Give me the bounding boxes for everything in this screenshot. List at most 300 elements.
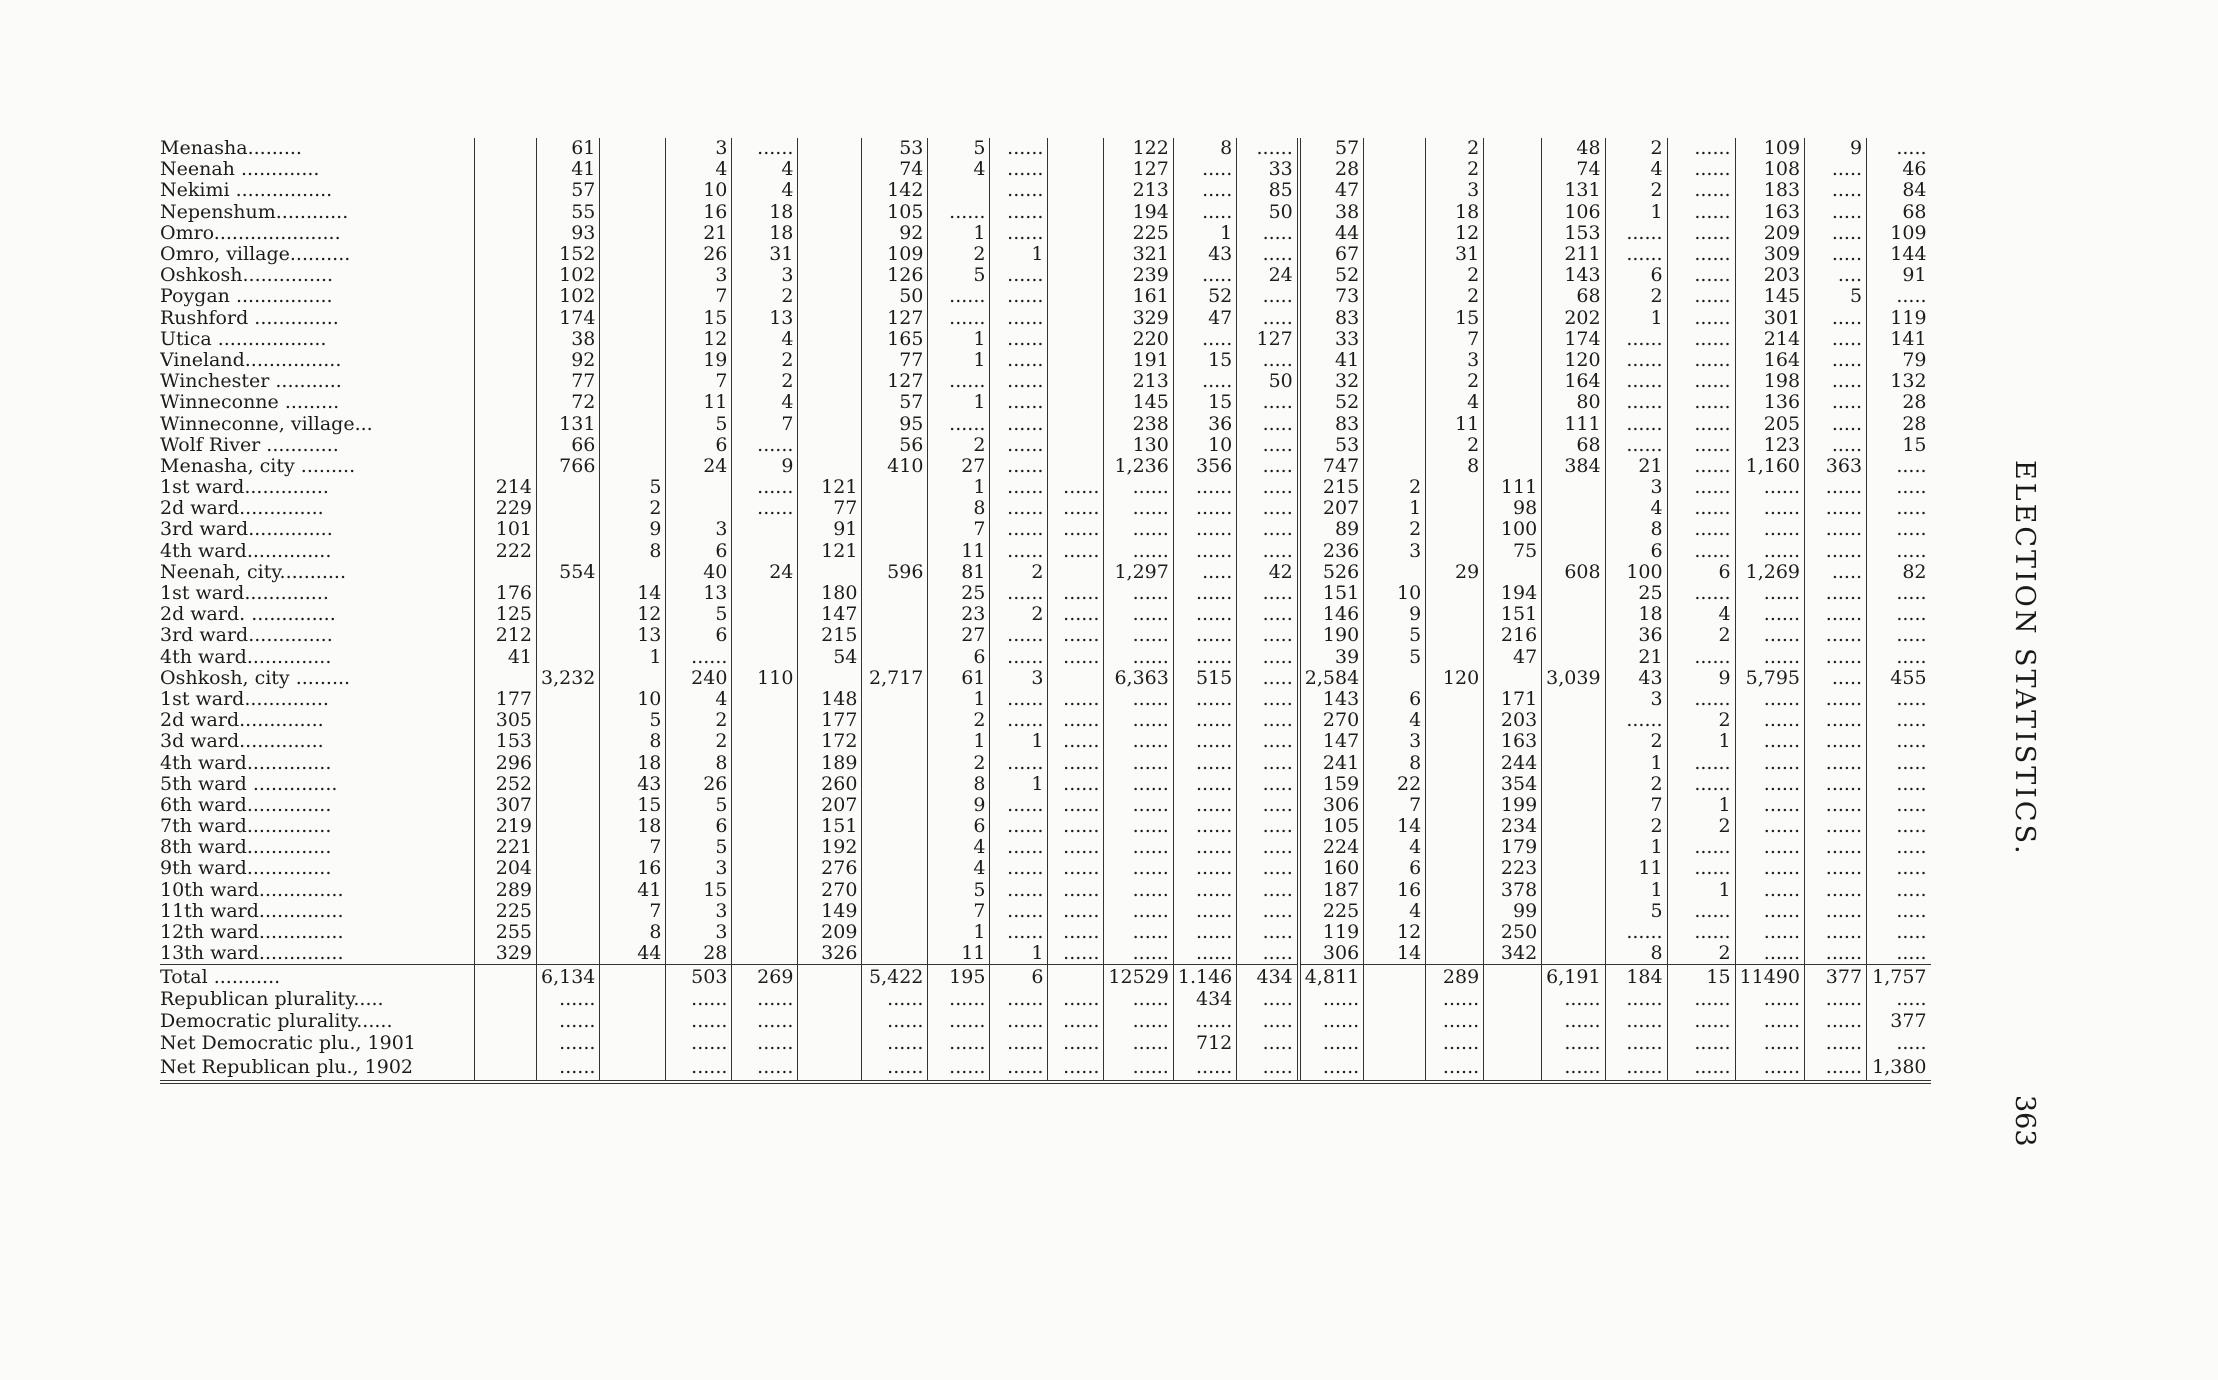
table-cell: ...... <box>666 989 732 1010</box>
row-label: Omro, village.......... <box>160 243 351 266</box>
table-cell <box>1484 265 1542 286</box>
table-cell: 329 <box>1104 308 1173 329</box>
table-cell: 378 <box>1484 880 1542 901</box>
table-cell: 5 <box>666 795 732 816</box>
table-cell: ..... <box>1805 413 1867 434</box>
table-cell: 1 <box>990 244 1048 265</box>
table-cell: ...... <box>1735 837 1804 858</box>
table-cell: ...... <box>537 1032 600 1056</box>
table-cell: ...... <box>732 477 798 498</box>
table-cell: ...... <box>1667 202 1735 223</box>
table-cell: ..... <box>1867 752 1931 773</box>
table-cell: ..... <box>1237 795 1299 816</box>
table-cell: 301 <box>1735 308 1804 329</box>
table-cell: 151 <box>798 816 862 837</box>
table-cell: 712 <box>1173 1032 1236 1056</box>
table-cell: 149 <box>798 901 862 922</box>
table-cell: ...... <box>1805 752 1867 773</box>
table-cell: 2 <box>1426 371 1484 392</box>
table-cell: 356 <box>1173 456 1236 477</box>
table-cell <box>475 159 537 180</box>
table-cell: ...... <box>1104 795 1173 816</box>
table-cell: ..... <box>1805 562 1867 583</box>
table-cell: ..... <box>1173 180 1236 201</box>
table-cell: ...... <box>1605 223 1667 244</box>
table-cell: ...... <box>1735 880 1804 901</box>
table-cell: 9 <box>1364 604 1426 625</box>
table-cell: 9 <box>732 456 798 477</box>
table-cell <box>537 519 600 540</box>
table-cell: ...... <box>990 413 1048 434</box>
table-cell: 44 <box>600 943 666 965</box>
table-row <box>160 477 1931 498</box>
table-cell: 106 <box>1542 202 1605 223</box>
table-cell: 14 <box>600 583 666 604</box>
table-cell <box>475 989 537 1010</box>
table-cell: ...... <box>1173 774 1236 795</box>
table-cell: 3 <box>1426 180 1484 201</box>
table-cell: 203 <box>1484 710 1542 731</box>
table-cell: ...... <box>1805 625 1867 646</box>
table-cell: 2 <box>600 498 666 519</box>
table-cell: ...... <box>1104 498 1173 519</box>
table-cell <box>798 456 862 477</box>
row-label: Net Republican plu., 1902 <box>160 1056 475 1082</box>
table-cell: 54 <box>798 647 862 668</box>
table-cell: ...... <box>1735 1056 1804 1082</box>
table-cell: ...... <box>1605 989 1667 1010</box>
table-cell: 4 <box>928 858 990 879</box>
table-cell: 26 <box>666 774 732 795</box>
table-cell: 73 <box>1299 286 1364 307</box>
table-cell: 1 <box>600 647 666 668</box>
table-cell: ...... <box>1048 647 1104 668</box>
table-cell: ..... <box>1237 752 1299 773</box>
table-cell <box>537 604 600 625</box>
table-cell: ..... <box>1237 816 1299 837</box>
table-cell <box>1048 286 1104 307</box>
table-cell: 179 <box>1484 837 1542 858</box>
table-cell: ..... <box>1237 456 1299 477</box>
table-cell: 68 <box>1542 435 1605 456</box>
table-cell: ..... <box>1805 180 1867 201</box>
table-cell: ...... <box>1667 286 1735 307</box>
row-label: Neenah, city........... <box>160 561 346 583</box>
table-cell <box>1364 668 1426 689</box>
table-row <box>160 456 1931 477</box>
table-cell: 160 <box>1299 858 1364 879</box>
table-cell <box>732 604 798 625</box>
table-cell: 36 <box>1605 625 1667 646</box>
table-cell: ...... <box>1237 138 1299 159</box>
table-cell: ...... <box>1048 943 1104 965</box>
table-cell: 5 <box>1605 901 1667 922</box>
table-cell: ...... <box>1667 837 1735 858</box>
table-cell: 434 <box>1237 965 1299 990</box>
table-cell: 236 <box>1299 541 1364 562</box>
table-row <box>160 647 1931 668</box>
table-cell: ...... <box>1426 1032 1484 1056</box>
table-cell: ..... <box>1237 583 1299 604</box>
table-cell <box>1048 223 1104 244</box>
table-cell: 1 <box>928 731 990 752</box>
table-cell: 83 <box>1299 308 1364 329</box>
table-cell: ...... <box>1735 774 1804 795</box>
table-cell <box>862 541 928 562</box>
table-cell: ...... <box>1173 731 1236 752</box>
table-cell: ...... <box>1667 647 1735 668</box>
table-cell: ...... <box>1735 647 1804 668</box>
table-cell: 7 <box>928 519 990 540</box>
table-cell: 1 <box>1605 752 1667 773</box>
table-cell: ...... <box>1173 625 1236 646</box>
table-cell: 15 <box>600 795 666 816</box>
table-cell: ...... <box>1104 625 1173 646</box>
table-cell: 2 <box>1605 774 1667 795</box>
table-cell: ...... <box>1299 1056 1364 1082</box>
table-cell: ..... <box>1867 456 1931 477</box>
table-cell: 40 <box>666 562 732 583</box>
table-cell: 23 <box>928 604 990 625</box>
table-cell <box>1048 180 1104 201</box>
table-cell: ...... <box>666 647 732 668</box>
table-cell: ...... <box>990 710 1048 731</box>
table-cell: 8 <box>666 752 732 773</box>
table-cell: ..... <box>1867 710 1931 731</box>
table-cell: 7 <box>600 837 666 858</box>
table-cell: 190 <box>1299 625 1364 646</box>
table-cell <box>475 202 537 223</box>
row-label: Oshkosh............... <box>160 265 334 287</box>
row-label: Total ........... <box>160 965 475 990</box>
table-cell: ...... <box>1667 498 1735 519</box>
table-cell: 239 <box>1104 265 1173 286</box>
table-cell <box>1426 498 1484 519</box>
table-cell: 7 <box>1426 329 1484 350</box>
table-cell: 148 <box>798 689 862 710</box>
table-cell: ...... <box>1667 1032 1735 1056</box>
table-cell <box>1484 965 1542 990</box>
table-cell: 7 <box>600 901 666 922</box>
table-cell: ...... <box>990 138 1048 159</box>
table-cell <box>475 350 537 371</box>
table-cell: ...... <box>1048 541 1104 562</box>
table-cell: ...... <box>990 837 1048 858</box>
table-cell: ...... <box>928 413 990 434</box>
table-cell: ...... <box>1805 880 1867 901</box>
table-cell <box>1542 647 1605 668</box>
table-cell <box>1542 795 1605 816</box>
table-cell: ...... <box>1667 308 1735 329</box>
table-cell <box>1426 604 1484 625</box>
table-cell: 1 <box>1605 202 1667 223</box>
table-cell: ...... <box>732 498 798 519</box>
table-cell: 194 <box>1484 583 1542 604</box>
table-cell: 269 <box>732 965 798 990</box>
table-cell: ...... <box>928 989 990 1010</box>
table-cell: ..... <box>1237 604 1299 625</box>
row-label: 6th ward.............. <box>160 794 332 816</box>
table-cell: 6,363 <box>1104 668 1173 689</box>
table-cell: 2 <box>1426 138 1484 159</box>
table-cell: ..... <box>1867 795 1931 816</box>
table-cell: 18 <box>732 223 798 244</box>
table-cell: ...... <box>666 1056 732 1082</box>
table-cell <box>1542 901 1605 922</box>
table-cell: 3 <box>990 668 1048 689</box>
table-cell: 68 <box>1867 202 1931 223</box>
table-cell <box>1426 625 1484 646</box>
table-cell <box>732 689 798 710</box>
table-cell: 204 <box>475 858 537 879</box>
table-cell: ..... <box>1237 498 1299 519</box>
table-cell <box>537 901 600 922</box>
table-cell: ...... <box>928 1011 990 1032</box>
table-cell <box>475 965 537 990</box>
table-cell: ...... <box>1667 138 1735 159</box>
table-cell: 33 <box>1237 159 1299 180</box>
table-cell: 4 <box>1605 498 1667 519</box>
table-cell: ..... <box>1237 901 1299 922</box>
table-cell: 2 <box>1426 159 1484 180</box>
table-cell: ..... <box>1237 647 1299 668</box>
table-cell: 41 <box>537 159 600 180</box>
table-cell <box>732 901 798 922</box>
table-cell: ...... <box>1048 989 1104 1010</box>
table-cell: 11 <box>928 943 990 965</box>
table-cell: 43 <box>600 774 666 795</box>
table-cell: ...... <box>990 541 1048 562</box>
table-cell <box>732 795 798 816</box>
table-cell <box>475 308 537 329</box>
table-cell: ...... <box>1735 731 1804 752</box>
table-cell: 2 <box>1605 816 1667 837</box>
table-cell: 98 <box>1484 498 1542 519</box>
table-cell: ...... <box>1667 752 1735 773</box>
table-cell <box>862 901 928 922</box>
table-cell: ...... <box>1735 1011 1804 1032</box>
table-cell: 27 <box>928 625 990 646</box>
table-cell <box>1364 202 1426 223</box>
table-row <box>160 625 1931 646</box>
table-cell: ..... <box>1867 625 1931 646</box>
table-cell <box>862 795 928 816</box>
table-cell: 3 <box>1605 689 1667 710</box>
table-cell: 195 <box>928 965 990 990</box>
table-cell: 42 <box>1237 562 1299 583</box>
table-cell: ...... <box>1173 689 1236 710</box>
table-cell: 6 <box>666 816 732 837</box>
table-cell <box>798 965 862 990</box>
table-cell: ...... <box>1667 477 1735 498</box>
table-cell <box>732 519 798 540</box>
table-row <box>160 541 1931 562</box>
table-cell: ...... <box>1104 689 1173 710</box>
table-cell: 91 <box>798 519 862 540</box>
table-cell: 127 <box>1237 329 1299 350</box>
table-cell: ..... <box>1805 371 1867 392</box>
table-cell <box>600 392 666 413</box>
table-cell: ...... <box>1104 774 1173 795</box>
table-cell: 13 <box>600 625 666 646</box>
table-cell <box>798 1011 862 1032</box>
table-cell: 50 <box>1237 202 1299 223</box>
table-cell <box>798 180 862 201</box>
table-cell: ..... <box>1867 519 1931 540</box>
table-cell: 1 <box>990 943 1048 965</box>
table-cell <box>1484 180 1542 201</box>
table-cell: ..... <box>1867 477 1931 498</box>
total-row <box>160 965 1931 990</box>
table-cell: 52 <box>1299 392 1364 413</box>
table-cell: ..... <box>1805 223 1867 244</box>
row-label: 8th ward.............. <box>160 837 332 859</box>
table-cell: ..... <box>1237 244 1299 265</box>
table-cell: 120 <box>1426 668 1484 689</box>
table-row <box>160 604 1931 625</box>
table-cell: 410 <box>862 456 928 477</box>
table-cell: 105 <box>862 202 928 223</box>
table-cell: 377 <box>1867 1011 1931 1032</box>
row-label: 2d ward.............. <box>160 710 324 732</box>
table-cell <box>600 244 666 265</box>
table-cell: 92 <box>862 223 928 244</box>
table-cell: ...... <box>1667 350 1735 371</box>
table-cell: ...... <box>1173 816 1236 837</box>
table-cell: 151 <box>1484 604 1542 625</box>
table-cell: ...... <box>990 265 1048 286</box>
table-cell: ...... <box>1173 583 1236 604</box>
table-cell: ...... <box>1667 519 1735 540</box>
table-cell: 305 <box>475 710 537 731</box>
table-cell: ...... <box>1605 329 1667 350</box>
table-cell: 4 <box>928 837 990 858</box>
table-cell <box>1484 244 1542 265</box>
table-cell: ..... <box>1805 308 1867 329</box>
table-cell: 4 <box>1364 710 1426 731</box>
table-cell: ..... <box>1237 435 1299 456</box>
table-cell <box>1484 392 1542 413</box>
table-cell <box>475 435 537 456</box>
table-cell: ...... <box>990 880 1048 901</box>
table-cell: 6 <box>1605 265 1667 286</box>
table-cell: 15 <box>1173 392 1236 413</box>
table-cell: 225 <box>1104 223 1173 244</box>
table-cell: 213 <box>1104 371 1173 392</box>
table-cell <box>798 202 862 223</box>
table-cell: ..... <box>1867 901 1931 922</box>
table-cell: ..... <box>1237 731 1299 752</box>
table-cell: 102 <box>537 265 600 286</box>
table-cell: ...... <box>1104 752 1173 773</box>
table-cell: 9 <box>928 795 990 816</box>
table-cell: 18 <box>600 752 666 773</box>
table-cell: 147 <box>798 604 862 625</box>
table-cell: 1,236 <box>1104 456 1173 477</box>
table-cell: ...... <box>1805 689 1867 710</box>
table-cell: ...... <box>990 159 1048 180</box>
table-cell: 211 <box>1542 244 1605 265</box>
table-cell: 1 <box>1605 837 1667 858</box>
table-cell <box>1048 371 1104 392</box>
table-cell: 1 <box>1173 223 1236 244</box>
table-cell: 5 <box>928 138 990 159</box>
table-cell: ...... <box>1667 180 1735 201</box>
row-label: 1st ward.............. <box>160 688 329 710</box>
table-cell: ...... <box>1048 837 1104 858</box>
table-cell: 8 <box>600 922 666 943</box>
table-cell: ..... <box>1867 922 1931 943</box>
table-cell: ...... <box>1667 456 1735 477</box>
table-cell: ..... <box>1867 647 1931 668</box>
table-cell: ..... <box>1805 392 1867 413</box>
table-cell: ...... <box>990 202 1048 223</box>
table-cell: 2 <box>990 604 1048 625</box>
table-row <box>160 901 1931 922</box>
table-cell <box>600 350 666 371</box>
table-cell: 1 <box>928 223 990 244</box>
row-label: 3rd ward.............. <box>160 625 333 647</box>
table-cell: 15 <box>1667 965 1735 990</box>
table-cell: ..... <box>1805 329 1867 350</box>
table-cell <box>600 562 666 583</box>
table-cell <box>1364 371 1426 392</box>
table-cell: 250 <box>1484 922 1542 943</box>
table-cell <box>1364 1056 1426 1082</box>
table-cell: 131 <box>1542 180 1605 201</box>
table-cell: ...... <box>1735 922 1804 943</box>
table-cell <box>1426 858 1484 879</box>
table-cell: 14 <box>1364 943 1426 965</box>
table-cell <box>1484 159 1542 180</box>
table-cell: ..... <box>1237 922 1299 943</box>
table-cell: 100 <box>1484 519 1542 540</box>
table-cell <box>1048 456 1104 477</box>
table-cell: 47 <box>1484 647 1542 668</box>
table-cell: ..... <box>1237 710 1299 731</box>
table-cell: ...... <box>990 392 1048 413</box>
table-cell: 221 <box>475 837 537 858</box>
table-cell: 102 <box>537 286 600 307</box>
table-cell: 213 <box>1104 180 1173 201</box>
table-cell: ..... <box>1867 138 1931 159</box>
table-cell: ...... <box>1299 1011 1364 1032</box>
table-cell: 3 <box>732 265 798 286</box>
table-row <box>160 774 1931 795</box>
table-cell <box>862 477 928 498</box>
table-cell: 4,811 <box>1299 965 1364 990</box>
table-cell: ...... <box>990 989 1048 1010</box>
table-cell: ..... <box>1867 689 1931 710</box>
table-cell: 11 <box>1605 858 1667 879</box>
table-cell: ...... <box>1735 519 1804 540</box>
table-cell: 4 <box>928 159 990 180</box>
table-cell: 48 <box>1542 138 1605 159</box>
table-cell <box>862 752 928 773</box>
table-cell: 4 <box>1364 901 1426 922</box>
table-cell: ...... <box>1735 1032 1804 1056</box>
table-cell <box>862 625 928 646</box>
table-cell: ...... <box>666 1032 732 1056</box>
table-cell: 29 <box>1426 562 1484 583</box>
table-cell: 2 <box>1364 519 1426 540</box>
table-cell <box>1426 519 1484 540</box>
table-cell: ...... <box>1667 244 1735 265</box>
row-label: Rushford .............. <box>160 307 339 329</box>
table-cell: 89 <box>1299 519 1364 540</box>
table-cell: 15 <box>1173 350 1236 371</box>
row-label: 10th ward.............. <box>160 879 344 901</box>
